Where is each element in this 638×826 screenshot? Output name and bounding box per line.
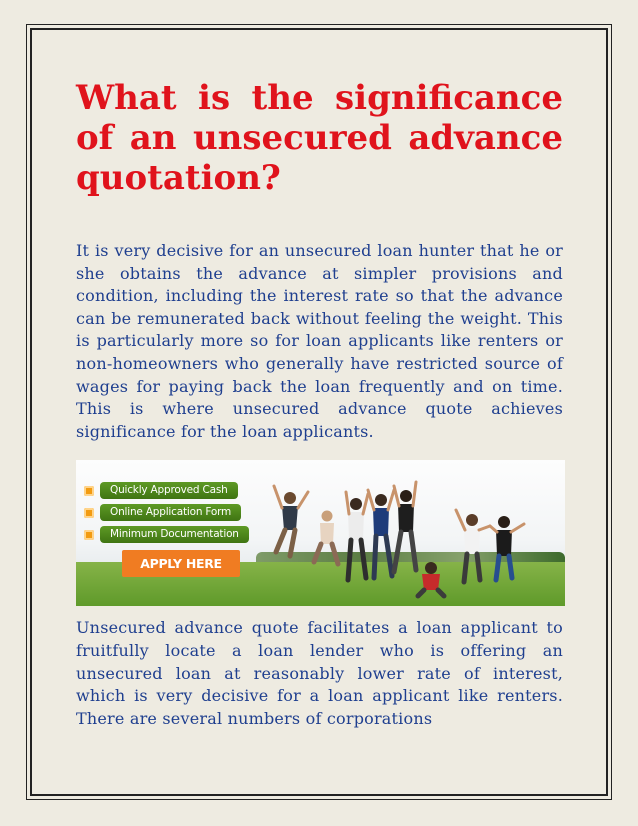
tag-icon [84,530,94,540]
feature-label: Minimum Documentation [100,526,249,543]
article-paragraph-2: Unsecured advance quote facilitates a loan applicant to fruitfully locate a loan lender who is offering an unsecured loan at reasonably lower rate of interest, which is very decisive for a loan applicant like renters. There are several numbers of corporations [76,618,563,728]
feature-item [84,504,249,521]
article [76,78,563,730]
feature-list [84,482,249,548]
feature-item [84,526,249,543]
tag-icon [84,486,94,496]
article-title: What is the significance of an unsecured advance quotation? [76,78,563,198]
feature-label: Quickly Approved Cash [100,482,238,499]
loan-ad-banner[interactable] [76,460,565,606]
feature-label: Online Application Form [100,504,241,521]
article-paragraph-1: It is very decisive for an unsecured loan hunter that he or she obtains the advance at simpler provisions and condition, including the interest rate so that the advance can be remunerated back without feeling the weight. This is particularly more so for loan applicants like renters or non-homeowners who generally have restricted source of wages for paying back the loan frequently and on time. This is where unsecured advance quote achieves significance for the loan applicants. [76,241,563,441]
apply-here-button[interactable]: APPLY HERE [122,550,240,577]
tag-icon [84,508,94,518]
feature-item [84,482,249,499]
